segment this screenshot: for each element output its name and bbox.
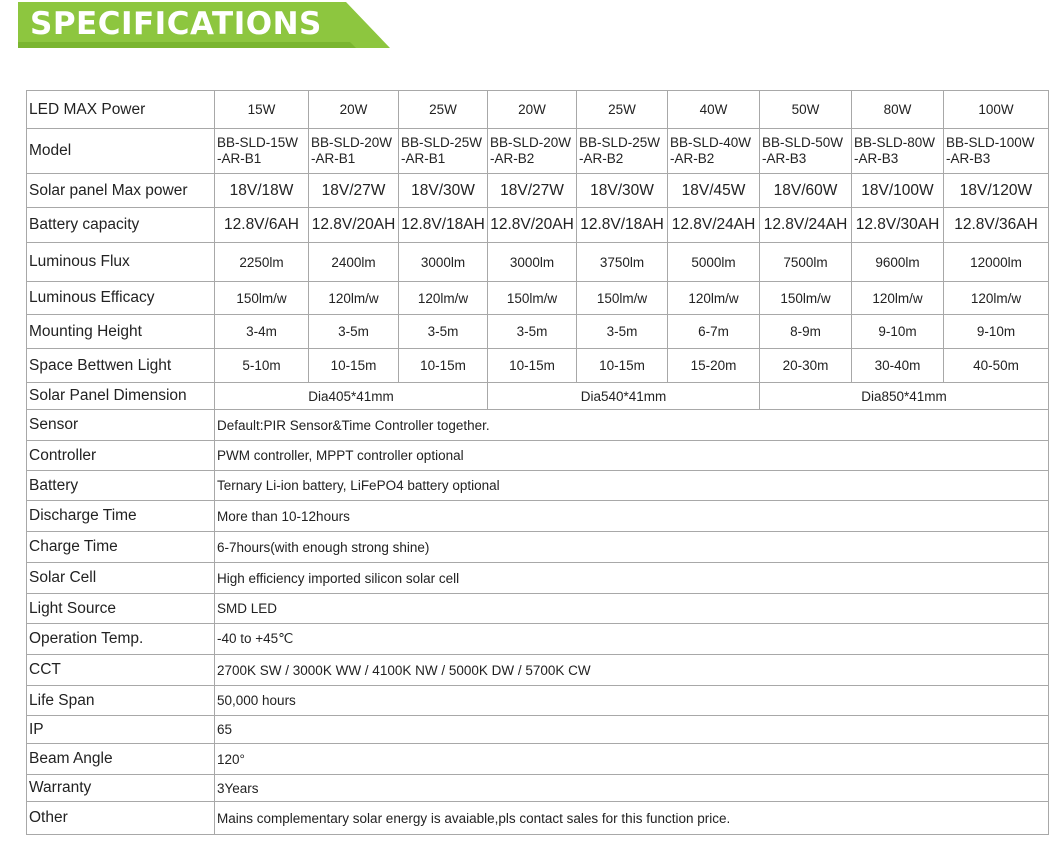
spec-value-cell: 120lm/w [668, 282, 760, 315]
spec-value-cell: 18V/45W [668, 174, 760, 208]
model-code-line: BB-SLD-15W [217, 135, 299, 150]
common-spec-value: -40 to +45℃ [215, 624, 1049, 655]
spec-value-cell: 12.8V/6AH [215, 208, 309, 243]
row-label: Space Bettwen Light [27, 349, 215, 383]
spec-value-cell: 18V/27W [488, 174, 577, 208]
spec-value-cell: 3000lm [399, 243, 488, 282]
spec-value-cell: 12000lm [944, 243, 1049, 282]
row-label: CCT [27, 655, 215, 686]
spec-value-cell: 150lm/w [577, 282, 668, 315]
row-label: Other [27, 802, 215, 835]
common-spec-value: SMD LED [215, 594, 1049, 624]
spec-value-cell: 12.8V/30AH [852, 208, 944, 243]
led-max-power-row [27, 91, 1049, 129]
spec-value-cell: 20W [309, 91, 399, 129]
battery-capacity-row [27, 208, 1049, 243]
spec-value-cell: 40W [668, 91, 760, 129]
solar-panel-dimension-row [27, 383, 1049, 410]
spec-value-cell: 10-15m [399, 349, 488, 383]
common-spec-row [27, 716, 1049, 744]
common-spec-row [27, 624, 1049, 655]
common-spec-value: Ternary Li-ion battery, LiFePO4 battery optional [215, 471, 1049, 501]
common-spec-value: 6-7hours(with enough strong shine) [215, 532, 1049, 563]
spec-value-cell: 12.8V/18AH [577, 208, 668, 243]
luminous-flux-row [27, 243, 1049, 282]
model-code-line: -AR-B1 [217, 151, 262, 166]
common-spec-row [27, 410, 1049, 441]
row-label: Light Source [27, 594, 215, 624]
spec-value-cell: 18V/60W [760, 174, 852, 208]
spec-value-cell: 30-40m [852, 349, 944, 383]
spec-value-cell: 18V/30W [399, 174, 488, 208]
spec-value-cell: 18V/120W [944, 174, 1049, 208]
spec-value-cell: 120lm/w [852, 282, 944, 315]
spec-value-cell: 9-10m [852, 315, 944, 349]
spec-value-cell: 2400lm [309, 243, 399, 282]
common-spec-value: 65 [215, 716, 1049, 744]
row-label: Operation Temp. [27, 624, 215, 655]
spec-value-cell: 12.8V/18AH [399, 208, 488, 243]
row-label: Battery [27, 471, 215, 501]
common-spec-value: 50,000 hours [215, 686, 1049, 716]
common-spec-row [27, 802, 1049, 835]
spec-value-cell: 2250lm [215, 243, 309, 282]
model-cell [944, 129, 1049, 174]
common-spec-value: PWM controller, MPPT controller optional [215, 441, 1049, 471]
row-label: Beam Angle [27, 744, 215, 775]
solar-panel-power-row [27, 174, 1049, 208]
spec-value-cell: 3750lm [577, 243, 668, 282]
spec-value-cell: 12.8V/24AH [760, 208, 852, 243]
spec-value-cell: 9-10m [944, 315, 1049, 349]
spec-value-cell: 150lm/w [215, 282, 309, 315]
row-label: Solar Panel Dimension [27, 383, 215, 410]
spec-value-cell: 3-5m [399, 315, 488, 349]
spec-value-cell: 18V/30W [577, 174, 668, 208]
common-spec-row [27, 655, 1049, 686]
model-cell [852, 129, 944, 174]
spec-value-cell: 3-5m [488, 315, 577, 349]
common-spec-row [27, 441, 1049, 471]
model-cell [668, 129, 760, 174]
spec-value-cell: 12.8V/24AH [668, 208, 760, 243]
model-cell [488, 129, 577, 174]
spec-value-cell: 12.8V/20AH [309, 208, 399, 243]
model-code-line: -AR-B2 [490, 151, 535, 166]
common-spec-row [27, 775, 1049, 802]
row-label: Discharge Time [27, 501, 215, 532]
spec-value-cell: 25W [399, 91, 488, 129]
model-code-line: BB-SLD-50W [762, 135, 844, 150]
spec-value-cell: 3-5m [577, 315, 668, 349]
spec-table-body [27, 91, 1049, 835]
header-banner [18, 2, 390, 48]
row-label: Model [27, 129, 215, 174]
spec-value-cell: 40-50m [944, 349, 1049, 383]
spec-value-cell: 15W [215, 91, 309, 129]
model-row [27, 129, 1049, 174]
model-cell [309, 129, 399, 174]
spec-value-cell: 18V/100W [852, 174, 944, 208]
row-label: Charge Time [27, 532, 215, 563]
common-spec-value: Mains complementary solar energy is avaiable,pls contact sales for this function price. [215, 802, 1049, 835]
spec-value-cell: 120lm/w [944, 282, 1049, 315]
common-spec-value: Default:PIR Sensor&Time Controller together. [215, 410, 1049, 441]
spec-value-cell: 150lm/w [760, 282, 852, 315]
model-code-line: BB-SLD-25W [401, 135, 483, 150]
row-label: LED MAX Power [27, 91, 215, 129]
spec-value-cell: 120lm/w [309, 282, 399, 315]
common-spec-value: High efficiency imported silicon solar cell [215, 563, 1049, 594]
dimension-cell: Dia405*41mm [215, 383, 488, 410]
spec-value-cell: 10-15m [577, 349, 668, 383]
common-spec-row [27, 471, 1049, 501]
spec-value-cell: 12.8V/20AH [488, 208, 577, 243]
spec-value-cell: 150lm/w [488, 282, 577, 315]
row-label: Solar panel Max power [27, 174, 215, 208]
common-spec-value: More than 10-12hours [215, 501, 1049, 532]
common-spec-row [27, 594, 1049, 624]
spec-value-cell: 50W [760, 91, 852, 129]
model-cell [215, 129, 309, 174]
model-code-line: -AR-B3 [946, 151, 991, 166]
model-code-line: -AR-B1 [401, 151, 446, 166]
common-spec-value: 120° [215, 744, 1049, 775]
model-code-line: BB-SLD-20W [311, 135, 393, 150]
row-label: Battery capacity [27, 208, 215, 243]
common-spec-row [27, 563, 1049, 594]
model-code-line: -AR-B3 [854, 151, 899, 166]
spec-value-cell: 9600lm [852, 243, 944, 282]
model-cell [760, 129, 852, 174]
row-label: Warranty [27, 775, 215, 802]
spec-value-cell: 5-10m [215, 349, 309, 383]
common-spec-row [27, 744, 1049, 775]
dimension-cell: Dia540*41mm [488, 383, 760, 410]
spec-value-cell: 80W [852, 91, 944, 129]
spec-value-cell: 10-15m [488, 349, 577, 383]
spec-value-cell: 18V/27W [309, 174, 399, 208]
model-code-line: -AR-B2 [670, 151, 715, 166]
model-code-line: BB-SLD-40W [670, 135, 752, 150]
model-cell [399, 129, 488, 174]
spec-value-cell: 5000lm [668, 243, 760, 282]
spec-value-cell: 10-15m [309, 349, 399, 383]
common-spec-value: 2700K SW / 3000K WW / 4100K NW / 5000K DW / 5700K CW [215, 655, 1049, 686]
spec-value-cell: 20W [488, 91, 577, 129]
spec-value-cell: 20-30m [760, 349, 852, 383]
page-title: SPECIFICATIONS [30, 6, 322, 42]
model-code-line: BB-SLD-100W [946, 135, 1035, 150]
model-code-line: BB-SLD-25W [579, 135, 661, 150]
spec-value-cell: 7500lm [760, 243, 852, 282]
spec-value-cell: 3-5m [309, 315, 399, 349]
spec-value-cell: 3-4m [215, 315, 309, 349]
row-label: Controller [27, 441, 215, 471]
spec-value-cell: 25W [577, 91, 668, 129]
model-code-line: -AR-B1 [311, 151, 356, 166]
spec-value-cell: 12.8V/36AH [944, 208, 1049, 243]
dimension-cell: Dia850*41mm [760, 383, 1049, 410]
common-spec-row [27, 501, 1049, 532]
row-label: Solar Cell [27, 563, 215, 594]
row-label: Luminous Flux [27, 243, 215, 282]
common-spec-value: 3Years [215, 775, 1049, 802]
row-label: Sensor [27, 410, 215, 441]
spec-value-cell: 100W [944, 91, 1049, 129]
common-spec-row [27, 686, 1049, 716]
spec-value-cell: 3000lm [488, 243, 577, 282]
model-cell [577, 129, 668, 174]
row-label: Luminous Efficacy [27, 282, 215, 315]
spec-value-cell: 6-7m [668, 315, 760, 349]
model-code-line: -AR-B2 [579, 151, 624, 166]
model-code-line: BB-SLD-20W [490, 135, 572, 150]
row-label: Life Span [27, 686, 215, 716]
mounting-height-row [27, 315, 1049, 349]
row-label: IP [27, 716, 215, 744]
spec-value-cell: 15-20m [668, 349, 760, 383]
spec-value-cell: 8-9m [760, 315, 852, 349]
model-code-line: BB-SLD-80W [854, 135, 936, 150]
common-spec-row [27, 532, 1049, 563]
spec-value-cell: 18V/18W [215, 174, 309, 208]
spec-value-cell: 120lm/w [399, 282, 488, 315]
spec-table [26, 90, 1049, 835]
model-code-line: -AR-B3 [762, 151, 807, 166]
light-spacing-row [27, 349, 1049, 383]
luminous-efficacy-row [27, 282, 1049, 315]
row-label: Mounting Height [27, 315, 215, 349]
